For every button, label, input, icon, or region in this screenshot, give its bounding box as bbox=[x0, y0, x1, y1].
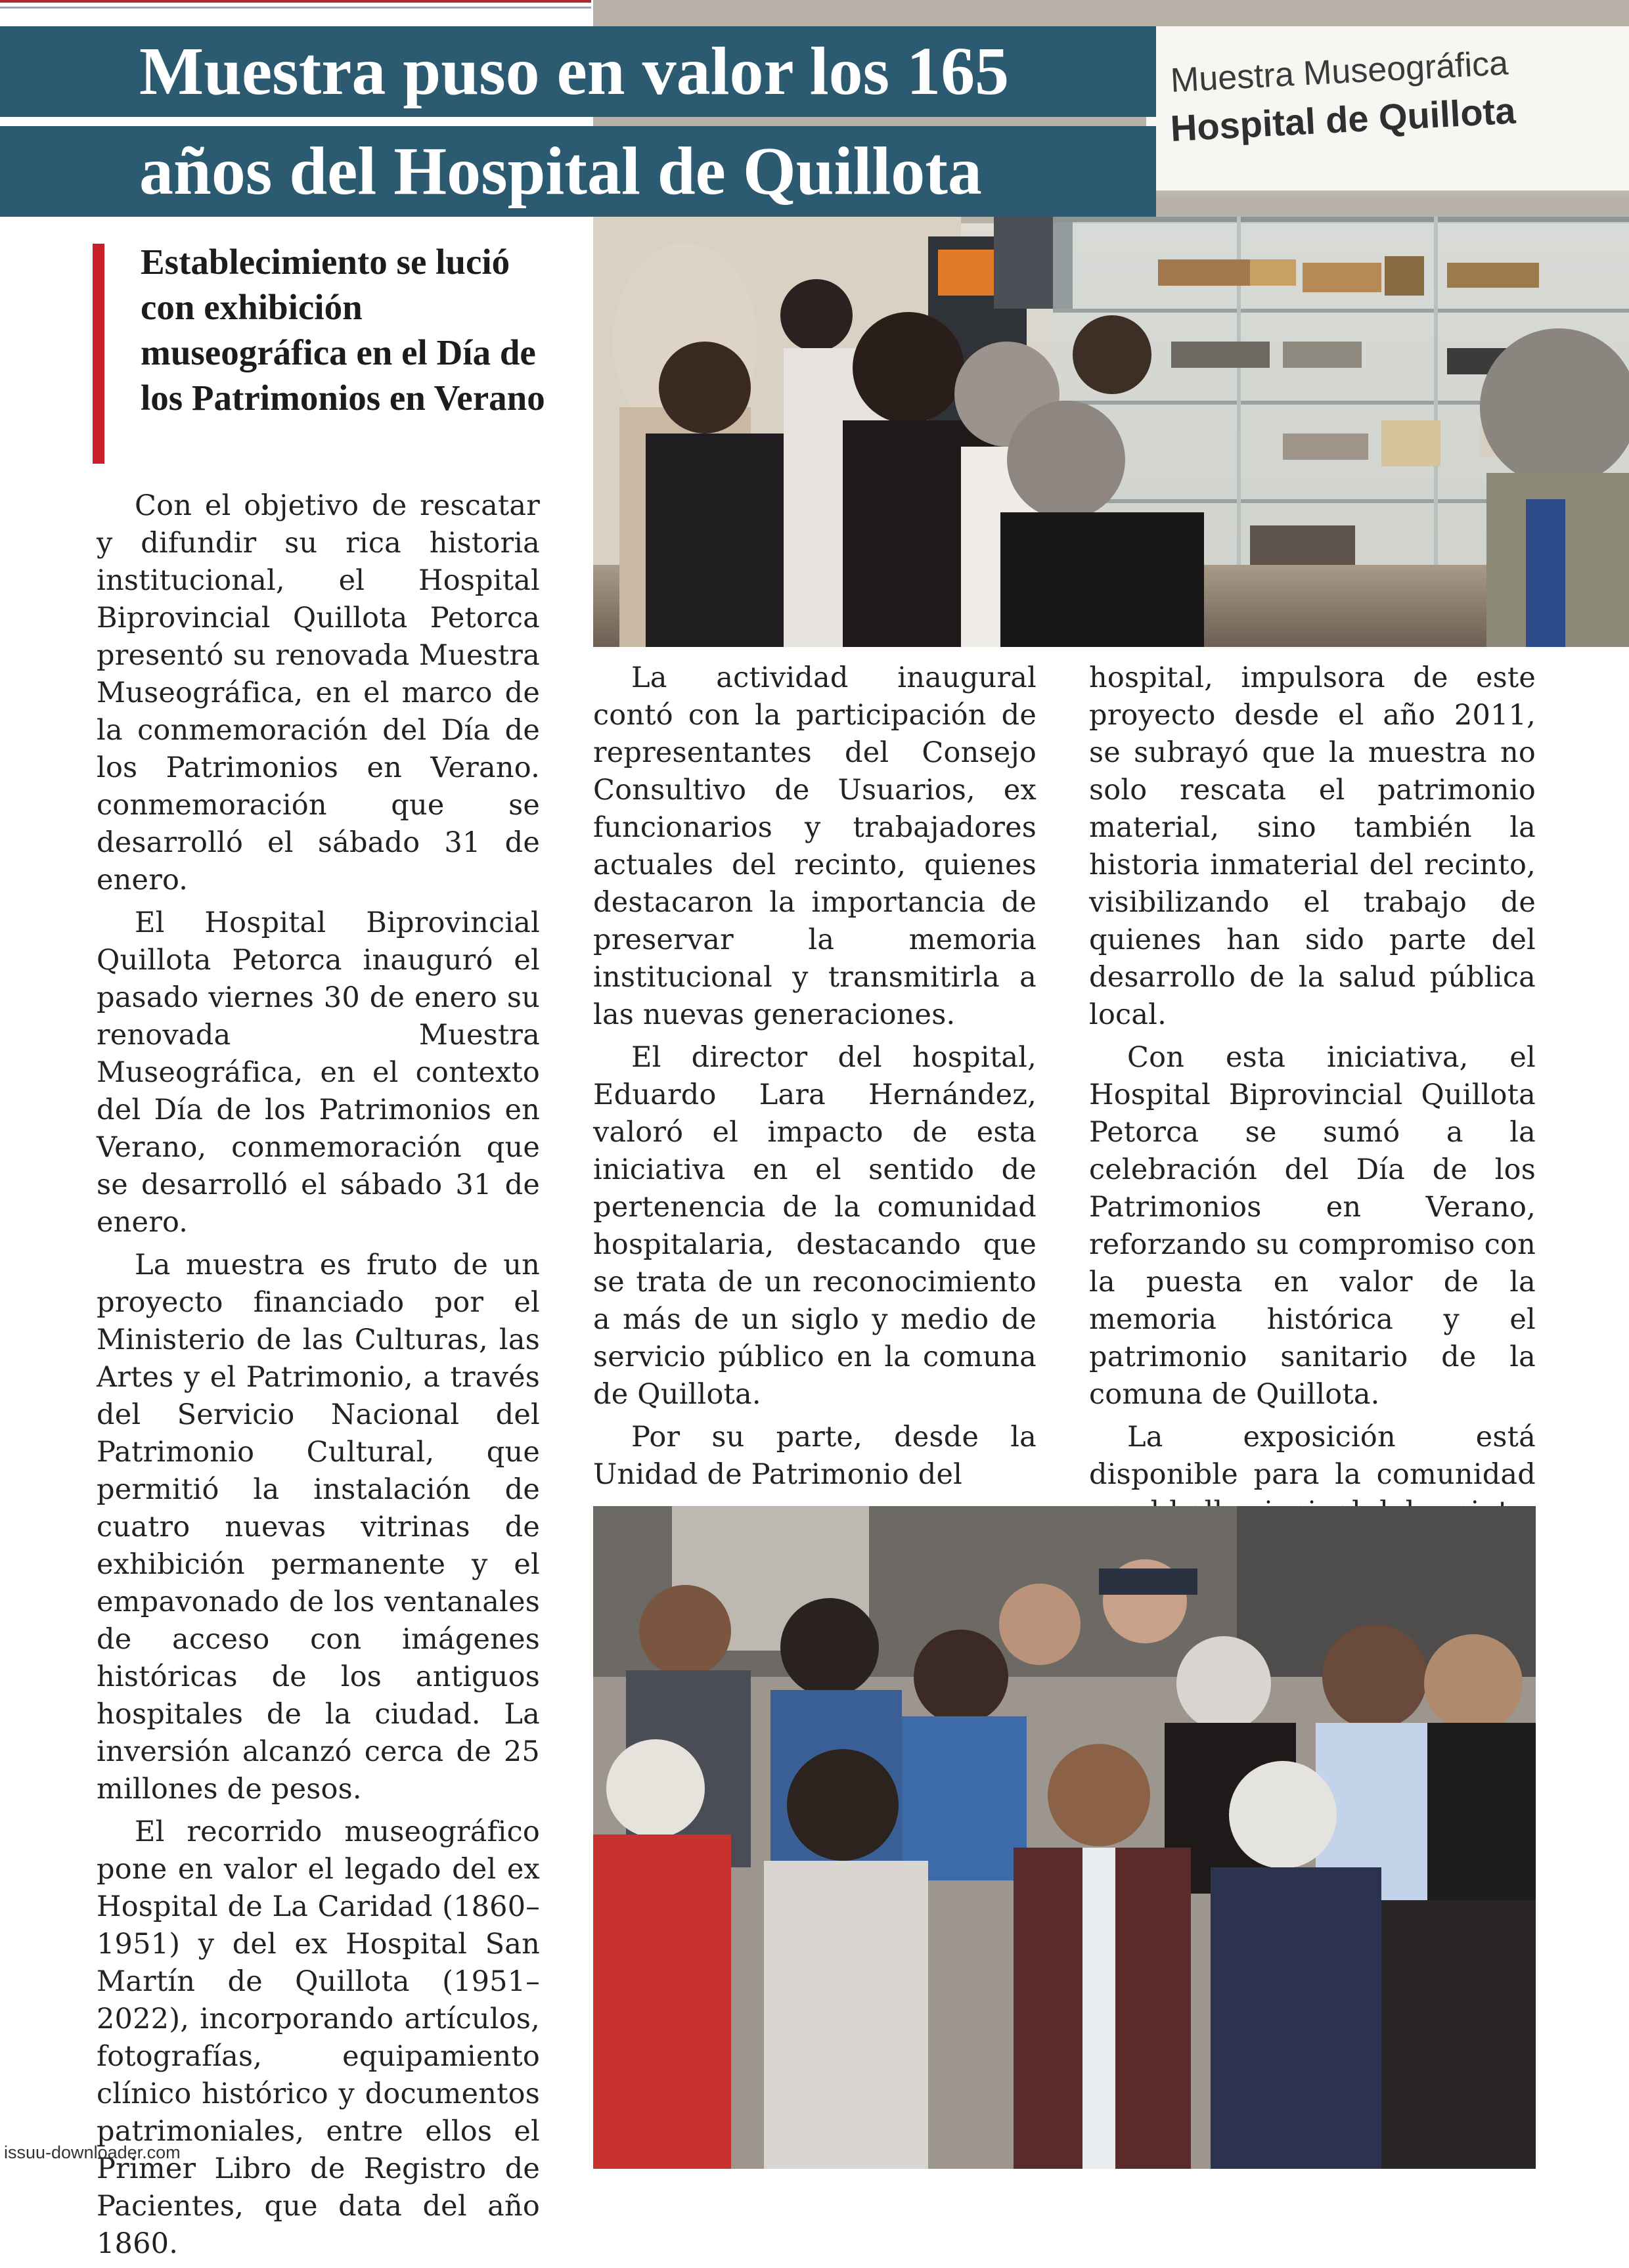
top-rule-grey bbox=[0, 7, 591, 9]
subheading: Establecimiento se lució con exhibición museográfica en el Día de los Patrimonios en Verano bbox=[141, 242, 545, 418]
paragraph: hospital, impulsora de este proyecto desde el año 2011, se subrayó que la muestra no solo rescata el patrimonio material, sino también la historia inmaterial del recinto, visibilizando el trabajo de quienes han sido parte del desarrollo de la salud pública local. bbox=[1089, 661, 1536, 1031]
sign-line-1: Muestra Museográfica bbox=[1169, 44, 1509, 100]
paragraph: El recorrido museográfico pone en valor el legado del ex Hospital de La Caridad (1860–1951) y del ex Hospital San Martín de Quillota (1951–2022), incorporando artículos, fotografías, equipamiento clínico histórico y documentos patrimoniales, entre ellos el Primer Libro de Registro de Pacientes, que data del año 1860. bbox=[97, 1815, 540, 2260]
paragraph: Con esta iniciativa, el Hospital Biprovincial Quillota Petorca se sumó a la celebración del Día de los Patrimonios en Verano, reforzando su compromiso con la puesta en valor de la memoria histórica y el patrimonio sanitario de la comuna de Quillota. bbox=[1089, 1041, 1536, 1411]
article-column-1 bbox=[97, 487, 540, 2268]
paragraph: La muestra es fruto de un proyecto financiado por el Ministerio de las Culturas, las Artes y el Patrimonio, a través del Servicio Nacional del Patrimonio Cultural, que permitió la instalación de cuatro nuevas vitrinas de exhibición permanente y el empavonado de los ventanales de acceso con imágenes históricas de los antiguos hospitales de la ciudad. La inversión alcanzó cerca de 25 millones de pesos. bbox=[97, 1249, 540, 1806]
paragraph: La actividad inaugural contó con la participación de representantes del Consejo Consultivo de Usuarios, ex funcionarios y trabajadores actuales del recinto, quienes destacaron la importancia de preservar la memoria institucional y transmitirla a las nuevas generaciones. bbox=[593, 661, 1037, 1031]
paragraph: El director del hospital, Eduardo Lara Hernández, valoró el impacto de esta iniciativa en el sentido de pertenencia de la comunidad hospitalaria, destacando que se trata de un reconocimiento a más de un siglo y medio de servicio público en la comuna de Quillota. bbox=[593, 1041, 1037, 1411]
sign-line-2: Hospital de Quillota bbox=[1169, 89, 1517, 149]
paragraph: El Hospital Biprovincial Quillota Petorca inauguró el pasado viernes 30 de enero su renovada Muestra Museográfica, en el contexto del Día de los Patrimonios en Verano, conmemoración que se desarrolló el sábado 31 de enero. bbox=[97, 906, 540, 1239]
headline-line-1: Muestra puso en valor los 165 bbox=[0, 26, 1156, 117]
subheading-accent-bar bbox=[93, 244, 104, 464]
top-rule-red bbox=[0, 0, 591, 3]
article-column-2 bbox=[593, 659, 1037, 1499]
photo-group-attendees bbox=[593, 1506, 1536, 2169]
headline-line-2: años del Hospital de Quillota bbox=[0, 126, 1156, 217]
headline bbox=[0, 26, 1156, 226]
paragraph: Con el objetivo de rescatar y difundir su rica historia institucional, el Hospital Biprovincial Quillota Petorca presentó su renovada Muestra Museográfica, en el marco de la conmemoración del Día de los Patrimonios en Verano. conmemoración que se desarrolló el sábado 31 de enero. bbox=[97, 489, 540, 897]
article-column-3 bbox=[1089, 659, 1536, 1611]
footer-credit: issuu-downloader.com bbox=[4, 2143, 181, 2162]
paragraph: Por su parte, desde la Unidad de Patrimonio del bbox=[593, 1421, 1037, 1491]
paragraph: La exposición está disponible para la comunidad bbox=[1089, 1421, 1536, 1491]
